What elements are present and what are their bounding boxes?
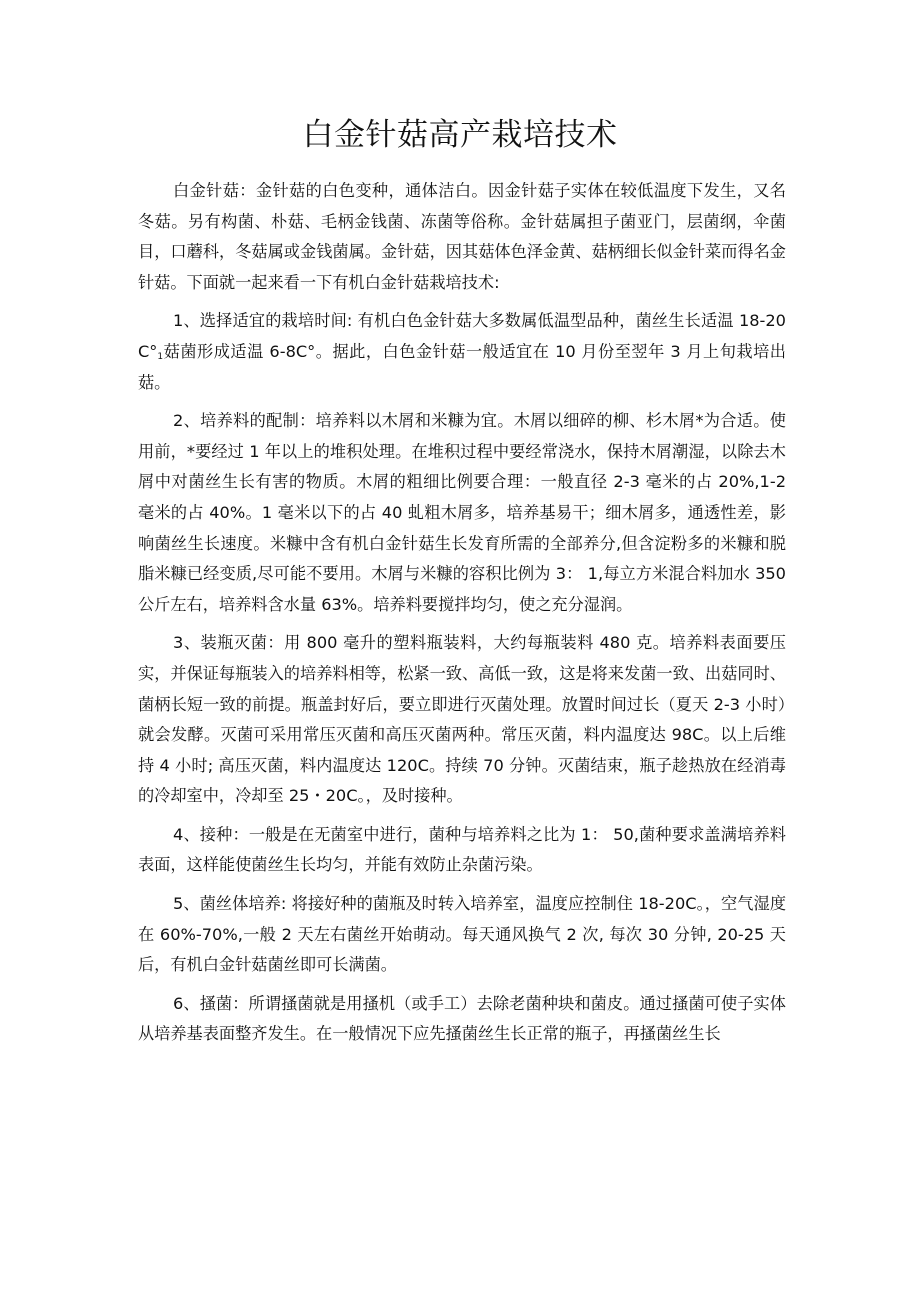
section-1-paragraph bbox=[138, 306, 786, 398]
section-6-paragraph: 6、搔菌：所谓搔菌就是用搔机（或手工）去除老菌种块和菌皮。通过搔菌可使子实体从培养基表面整齐发生。在一般情况下应先搔菌丝生长正常的瓶子，再搔菌丝生长 bbox=[138, 993, 786, 1044]
section-1-subscript: 1 bbox=[157, 351, 164, 362]
document-body bbox=[138, 176, 786, 1050]
document-title: 白金针菇高产栽培技术 bbox=[302, 117, 618, 153]
intro-paragraph: 白金针菇：金针菇的白色变种，通体洁白。因金针菇子实体在较低温度下发生，又名冬菇。另有构菌、朴菇、毛柄金钱菌、冻菌等俗称。金针菇属担子菌亚门，层菌纲，伞菌目，口蘑科，冬菇属或金钱菌属。金针菇，因其菇体色泽金黄、菇柄细长似金针菜而得名金针菇。下面就一起来看一下有机白金针菇栽培技术: bbox=[138, 181, 786, 292]
section-2-paragraph: 2、培养料的配制：培养料以木屑和米糠为宜。木屑以细碎的柳、杉木屑*为合适。使用前，*要经过 1 年以上的堆积处理。在堆积过程中要经常浇水，保持木屑潮湿，以除去木屑中对菌丝生长有害的物质。木屑的粗细比例要合理：一般直径 2-3 毫米的占 20%,1-2 毫米的占 40%。1 毫米以下的占 40 虬粗木屑多，培养基易干；细木屑多，通透性差，影响菌丝生长速度。米糠中含有机白金针菇生长发育所需的全部养分,但含淀粉多的米糠和脱脂米糠已经变质,尽可能不要用。木屑与米糠的容积比例为 3： 1,每立方米混合料加水 350 公斤左右，培养料含水量 63%。培养料要搅拌均匀，使之充分湿润。 bbox=[138, 411, 786, 614]
section-4-paragraph: 4、接种：一般是在无菌室中进行，菌种与培养料之比为 1： 50,菌种要求盖满培养料表面，这样能使菌丝生长均匀，并能有效防止杂菌污染。 bbox=[138, 824, 786, 875]
section-5-paragraph: 5、菌丝体培养: 将接好种的菌瓶及时转入培养室，温度应控制住 18-20C。，空气湿度在 60%-70%,一般 2 天左右菌丝开始萌动。每天通风换气 2 次, 每次 30 分钟, 20-25 天后，有机白金针菇菌丝即可长满菌。 bbox=[138, 894, 786, 975]
section-3-paragraph: 3、装瓶灭菌：用 800 毫升的塑料瓶装料，大约每瓶装料 480 克。培养料表面要压实，并保证每瓶装入的培养料相等，松紧一致、高低一致，这是将来发菌一致、出菇同时、菌柄长短一致的前提。瓶盖封好后，要立即进行灭菌处理。放置时间过长（夏天 2-3 小时）就会发酵。灭菌可采用常压灭菌和高压灭菌两种。常压灭菌，料内温度达 98C。以上后维持 4 小时; 高压灭菌，料内温度达 120C。持续 70 分钟。灭菌结束，瓶子趁热放在经消毒的冷却室中，冷却至 25・20C。，及时接种。 bbox=[138, 633, 786, 806]
section-1-text-a: 1、选择适宜的栽培时间: 有机白色金针菇大多数属低温型品种，菌丝生长适温 18-20C° bbox=[138, 311, 786, 361]
section-1-text-b: 菇菌形成适温 6-8C°。据此，白色金针菇一般适宜在 10 月份至翌年 3 月上旬栽培出菇。 bbox=[138, 341, 786, 392]
